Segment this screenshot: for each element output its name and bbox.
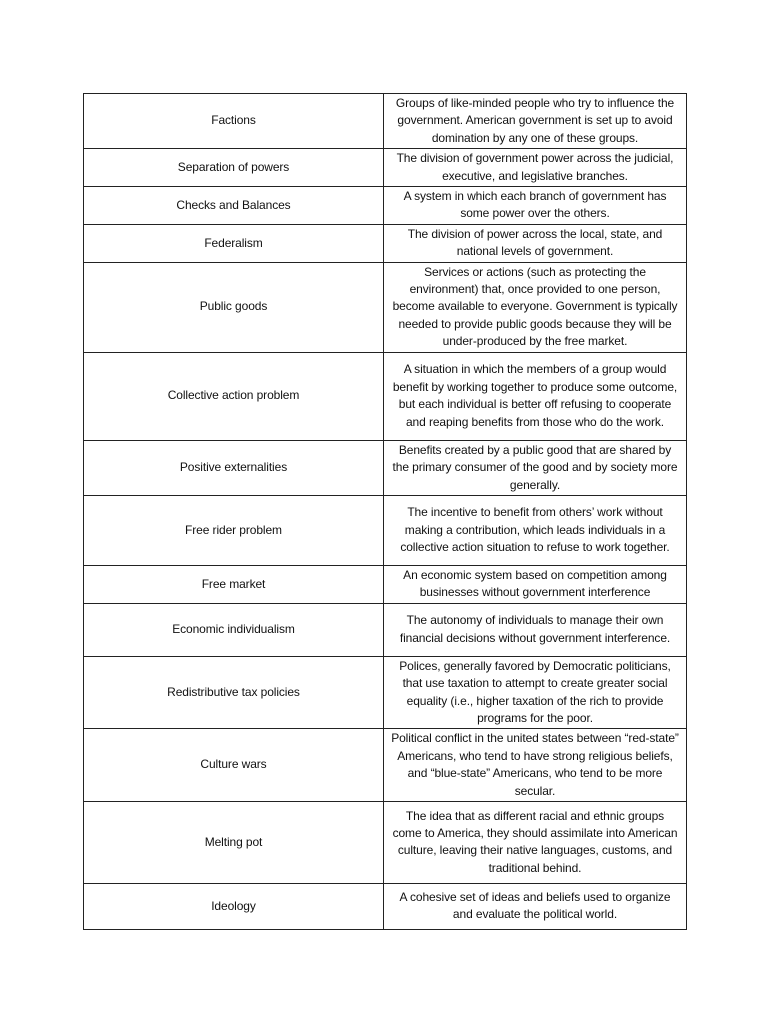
table-row — [84, 603, 687, 656]
term-cell: Free rider problem — [84, 495, 384, 565]
table-row — [84, 495, 687, 565]
table-row — [84, 729, 687, 802]
table-row — [84, 149, 687, 187]
definition-cell: A cohesive set of ideas and beliefs used to organize and evaluate the political world. — [384, 883, 687, 929]
table-row — [84, 656, 687, 729]
definition-cell: The division of government power across the judicial, executive, and legislative branches. — [384, 149, 687, 187]
definition-cell: Political conflict in the united states between “red-state” Americans, who tend to have strong religious beliefs, and “blue-state” Americans, who tend to be more secular. — [384, 729, 687, 802]
term-cell: Checks and Balances — [84, 187, 384, 225]
table-row — [84, 883, 687, 929]
table-row — [84, 801, 687, 883]
definition-cell: The idea that as different racial and ethnic groups come to America, they should assimilate into American culture, leaving their native languages, customs, and traditional behind. — [384, 801, 687, 883]
table-row — [84, 352, 687, 440]
definition-cell: An economic system based on competition among businesses without government interference — [384, 565, 687, 603]
term-cell: Free market — [84, 565, 384, 603]
term-cell: Positive externalities — [84, 440, 384, 495]
definition-cell: Polices, generally favored by Democratic politicians, that use taxation to attempt to create greater social equality (i.e., higher taxation of the rich to provide programs for the poor. — [384, 656, 687, 729]
definition-cell: The division of power across the local, state, and national levels of government. — [384, 224, 687, 262]
term-cell: Collective action problem — [84, 352, 384, 440]
definition-cell: Benefits created by a public good that are shared by the primary consumer of the good and by society more generally. — [384, 440, 687, 495]
definition-cell: A system in which each branch of government has some power over the others. — [384, 187, 687, 225]
table-row — [84, 565, 687, 603]
term-cell: Separation of powers — [84, 149, 384, 187]
term-cell: Redistributive tax policies — [84, 656, 384, 729]
table-row — [84, 187, 687, 225]
table-row — [84, 94, 687, 149]
term-cell: Culture wars — [84, 729, 384, 802]
table-row — [84, 224, 687, 262]
table-row — [84, 262, 687, 352]
definition-cell: A situation in which the members of a group would benefit by working together to produce some outcome, but each individual is better off refusing to cooperate and reaping benefits from those who do the work. — [384, 352, 687, 440]
definition-cell: The autonomy of individuals to manage their own financial decisions without government interference. — [384, 603, 687, 656]
definition-cell: Groups of like-minded people who try to influence the government. American government is set up to avoid domination by any one of these groups. — [384, 94, 687, 149]
table-row — [84, 440, 687, 495]
definition-cell: The incentive to benefit from others’ work without making a contribution, which leads individuals in a collective action situation to refuse to work together. — [384, 495, 687, 565]
term-cell: Factions — [84, 94, 384, 149]
term-cell: Economic individualism — [84, 603, 384, 656]
term-cell: Federalism — [84, 224, 384, 262]
term-cell: Melting pot — [84, 801, 384, 883]
definition-cell: Services or actions (such as protecting the environment) that, once provided to one person, become available to everyone. Government is typically needed to provide public goods because they will be under-produced by the free market. — [384, 262, 687, 352]
term-cell: Ideology — [84, 883, 384, 929]
glossary-table — [83, 93, 687, 930]
term-cell: Public goods — [84, 262, 384, 352]
